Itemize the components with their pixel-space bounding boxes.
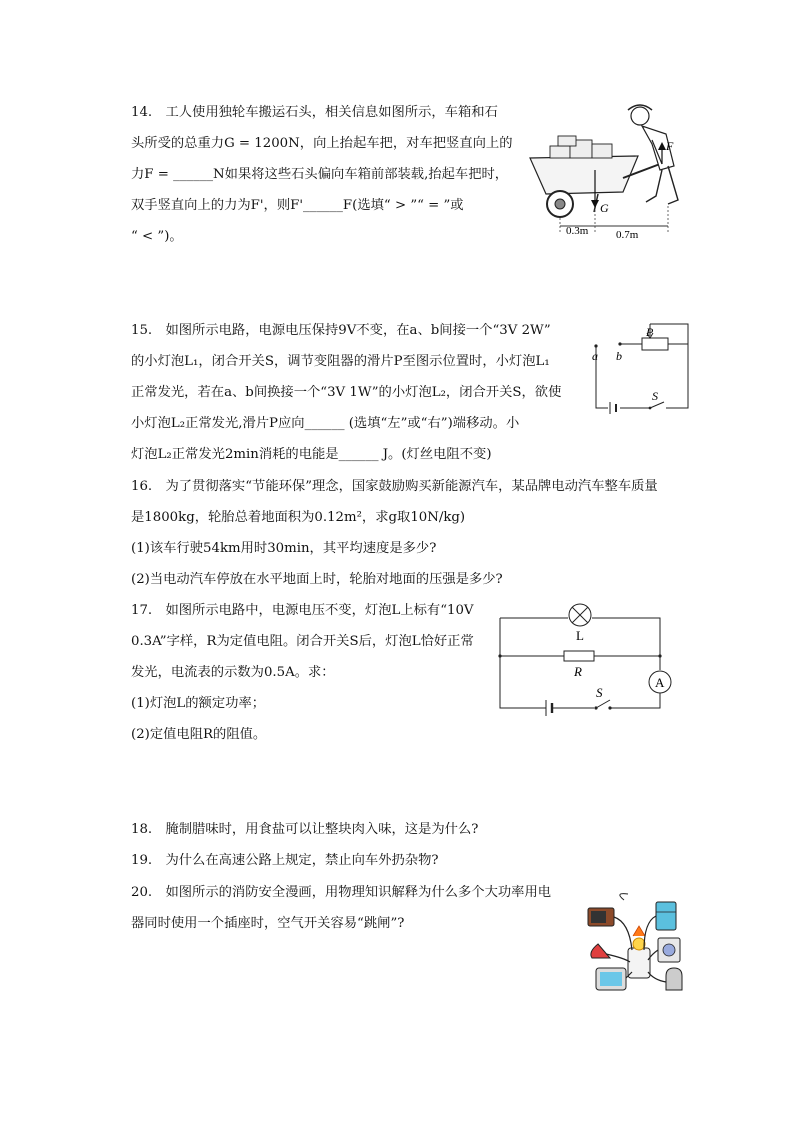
circuit-figure-15 <box>590 322 690 412</box>
label-0.3m: 0.3m <box>566 225 589 237</box>
q17-line-3: 发光，电流表的示数为0.5A。求： <box>131 665 335 680</box>
label-a: a <box>592 349 598 363</box>
label-G: G <box>600 201 609 215</box>
q14-line-3: 力F = ______N如果将这些石头偏向车箱前部装载,抬起车把时， <box>131 167 509 182</box>
label-b: b <box>616 349 622 363</box>
label-R: R <box>574 664 582 679</box>
circuit-figure-17 <box>498 600 678 718</box>
q15-line-1: 15. 如图所示电路，电源电压保持9V不变，在a、b间接一个“3V 2W” <box>131 323 551 338</box>
q17-line-2: 0.3A”字样，R为定值电阻。闭合开关S后，灯泡L恰好正常 <box>131 634 474 649</box>
wheelbarrow-figure <box>528 100 698 240</box>
question-18: 18. 腌制腊味时，用食盐可以让整块肉入味，这是为什么? <box>131 822 479 837</box>
q14-line-1: 14. 工人使用独轮车搬运石头，相关信息如图所示，车箱和石 <box>131 105 498 120</box>
question-19: 19. 为什么在高速公路上规定，禁止向车外扔杂物? <box>131 853 439 868</box>
q15-line-5: 灯泡L₂正常发光2min消耗的电能是______ J。(灯丝电阻不变) <box>131 447 492 462</box>
q14-line-4: 双手竖直向上的力为F'，则F'______F(选填“ > ”“ = ”或 <box>131 198 464 213</box>
q20-line-1: 20. 如图所示的消防安全漫画，用物理知识解释为什么多个大功率用电 <box>131 885 552 900</box>
q16-line-3: (1)该车行驶54km用时30min，其平均速度是多少? <box>131 541 437 556</box>
q16-line-4: (2)当电动汽车停放在水平地面上时，轮胎对地面的压强是多少? <box>131 572 503 587</box>
label-0.7m: 0.7m <box>616 229 639 241</box>
q17-line-4: (1)灯泡L的额定功率； <box>131 696 266 711</box>
q16-line-1: 16. 为了贯彻落实“节能环保”理念，国家鼓励购买新能源汽车，某品牌电动汽车整车质量 <box>131 479 658 494</box>
q17-line-1: 17. 如图所示电路中，电源电压不变，灯泡L上标有“10V <box>131 603 474 618</box>
q14-line-2: 头所受的总重力G = 1200N，向上抬起车把，对车把竖直向上的 <box>131 136 513 151</box>
q17-line-5: (2)定值电阻R的阻值。 <box>131 727 267 742</box>
label-A: A <box>655 675 665 690</box>
label-F: F <box>666 139 674 153</box>
label-S17: S <box>596 685 603 700</box>
label-P: P <box>646 325 654 339</box>
q20-line-2: 器同时使用一个插座时，空气开关容易“跳闸”? <box>131 916 405 931</box>
q14-line-5: “ < ”)。 <box>131 229 183 244</box>
label-L: L <box>576 628 584 643</box>
q15-line-4: 小灯泡L₂正常发光,滑片P应向______ (选填“左”或“右”)端移动。小 <box>131 416 520 431</box>
q15-line-3: 正常发光，若在a、b间换接一个“3V 1W”的小灯泡L₂，闭合开关S，欲使 <box>131 385 562 400</box>
q16-line-2: 是1800kg，轮胎总着地面积为0.12m²，求g取10N/kg) <box>131 510 466 525</box>
label-S: S <box>652 389 658 403</box>
q15-line-2: 的小灯泡L₁，闭合开关S，调节变阻器的滑片P至图示位置时，小灯泡L₁ <box>131 354 550 369</box>
fire-safety-cartoon <box>584 892 696 1002</box>
